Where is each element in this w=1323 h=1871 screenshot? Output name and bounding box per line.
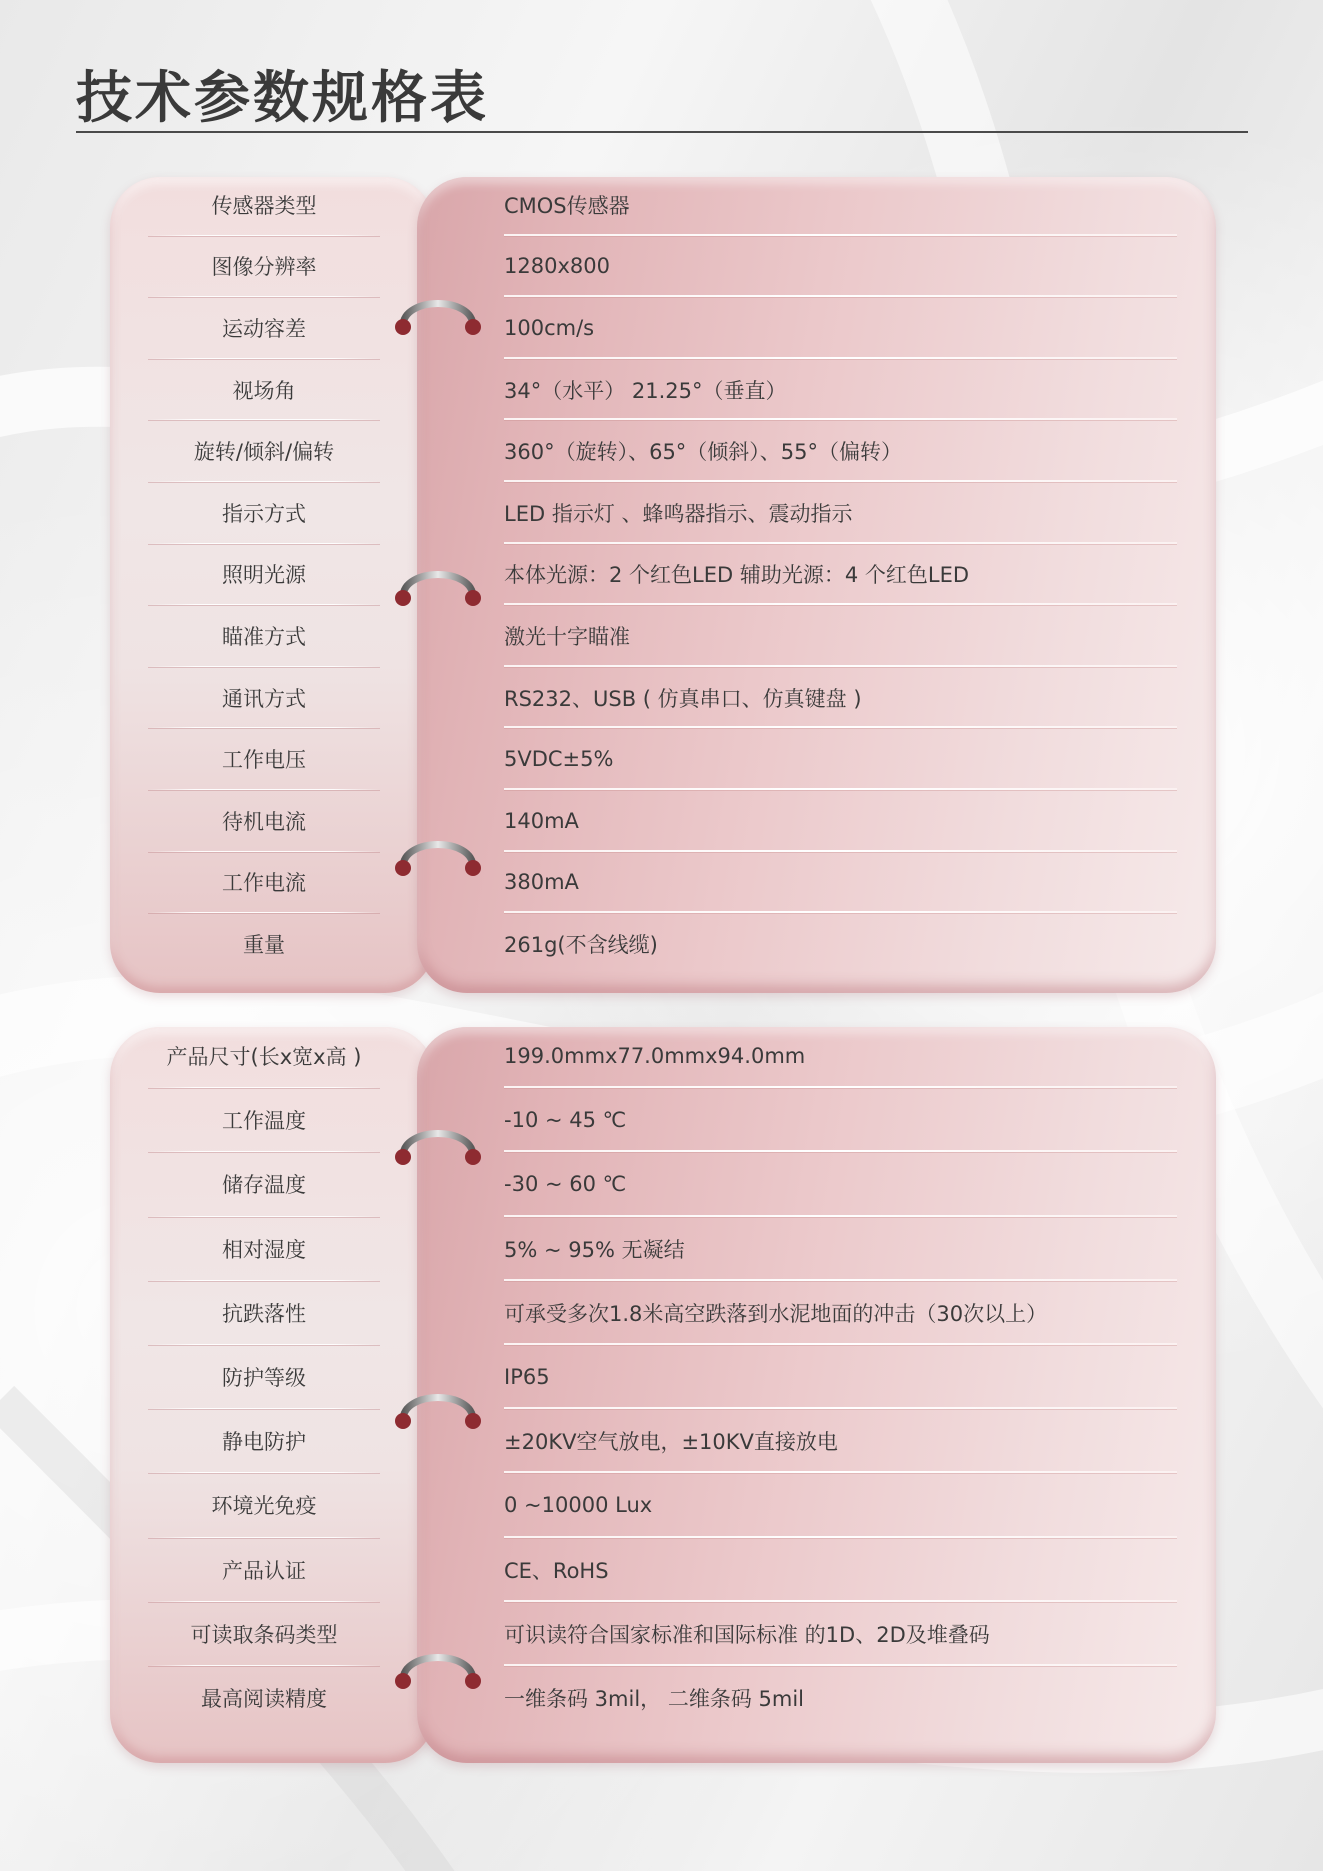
table-row	[110, 1666, 1216, 1730]
spec-value: CMOS传感器	[504, 193, 630, 218]
table-row	[110, 1602, 1216, 1666]
spec-value: -10 ~ 45 ℃	[504, 1108, 627, 1133]
spec-value: 一维条码 3mil， 二维条码 5mil	[504, 1687, 804, 1712]
spec-label: 待机电流	[222, 809, 306, 834]
table-row	[110, 482, 1216, 544]
spec-value: 199.0mmx77.0mmx94.0mm	[504, 1044, 806, 1069]
table-row	[110, 174, 1216, 236]
spec-value: 5% ~ 95% 无凝结	[504, 1237, 685, 1262]
spec-value: 本体光源：2 个红色LED 辅助光源：4 个红色LED	[504, 563, 970, 588]
spec-value: -30 ~ 60 ℃	[504, 1172, 627, 1197]
spec-label: 照明光源	[222, 563, 306, 588]
spec-label: 防护等级	[222, 1366, 306, 1391]
table-row	[110, 1217, 1216, 1281]
binder-ring-icon	[393, 831, 483, 877]
spec-label: 可读取条码类型	[190, 1622, 338, 1647]
spec-label: 重量	[243, 932, 285, 957]
table-row	[110, 1473, 1216, 1537]
table-row	[110, 852, 1216, 914]
binder-ring-icon	[393, 290, 483, 336]
spec-value: 261g(不含线缆)	[504, 932, 658, 957]
spec-value: 可承受多次1.8米高空跌落到水泥地面的冲击（30次以上）	[504, 1301, 1048, 1326]
spec-value: 140mA	[504, 808, 579, 833]
spec-value: 5VDC±5%	[504, 747, 614, 772]
spec-label: 工作温度	[222, 1109, 306, 1134]
table-row	[110, 297, 1216, 359]
table-row	[110, 667, 1216, 729]
spec-label: 图像分辨率	[211, 255, 317, 280]
table-row	[110, 1538, 1216, 1602]
table-row	[110, 1281, 1216, 1345]
spec-label: 瞄准方式	[222, 624, 306, 649]
spec-label: 静电防护	[222, 1430, 306, 1455]
spec-label: 运动容差	[222, 316, 306, 341]
spec-value: 0 ~10000 Lux	[504, 1493, 653, 1518]
table-row	[110, 236, 1216, 298]
spec-panel-2	[110, 1027, 1216, 1763]
spec-value: ±20KV空气放电，±10KV直接放电	[504, 1430, 838, 1455]
table-row	[110, 420, 1216, 482]
spec-value: 激光十字瞄准	[504, 624, 630, 649]
spec-label: 旋转/倾斜/偏转	[193, 440, 335, 465]
spec-label: 抗跌落性	[222, 1301, 306, 1326]
spec-value: 34°（水平） 21.25°（垂直）	[504, 378, 787, 403]
spec-value: RS232、USB ( 仿真串口、仿真键盘 )	[504, 686, 862, 711]
spec-label: 传感器类型	[211, 193, 317, 218]
spec-label: 产品认证	[222, 1558, 306, 1583]
binder-ring-icon	[393, 1120, 483, 1166]
spec-label: 储存温度	[222, 1173, 306, 1198]
table-row	[110, 1409, 1216, 1473]
table-row	[110, 1345, 1216, 1409]
spec-value: 360°（旋转）、65°（倾斜）、55°（偏转）	[504, 440, 903, 465]
table-row	[110, 1088, 1216, 1152]
spec-value: 可识读符合国家标准和国际标准 的1D、2D及堆叠码	[504, 1622, 990, 1647]
spec-value: CE、RoHS	[504, 1558, 609, 1583]
table-row	[110, 359, 1216, 421]
spec-panel-1	[110, 177, 1216, 993]
spec-label: 视场角	[232, 378, 296, 403]
table-row	[110, 1152, 1216, 1216]
spec-value: 380mA	[504, 870, 579, 895]
spec-label: 指示方式	[222, 501, 306, 526]
binder-ring-icon	[393, 561, 483, 607]
spec-label: 工作电流	[222, 871, 306, 896]
spec-label: 环境光免疫	[211, 1494, 317, 1519]
spec-label: 通讯方式	[222, 686, 306, 711]
table-row	[110, 605, 1216, 667]
table-row	[110, 1024, 1216, 1088]
binder-ring-icon	[393, 1644, 483, 1690]
spec-value: 1280x800	[504, 254, 610, 279]
spec-value: IP65	[504, 1365, 550, 1390]
spec-value: LED 指示灯 、蜂鸣器指示、震动指示	[504, 501, 853, 526]
spec-label: 相对湿度	[222, 1237, 306, 1262]
table-row	[110, 913, 1216, 975]
table-row	[110, 728, 1216, 790]
table-row	[110, 544, 1216, 606]
table-row	[110, 790, 1216, 852]
spec-label: 工作电压	[222, 748, 306, 773]
page-title: 技术参数规格表	[76, 66, 489, 131]
spec-label: 最高阅读精度	[201, 1687, 327, 1712]
spec-value: 100cm/s	[504, 315, 595, 340]
title-divider	[76, 131, 1248, 133]
binder-ring-icon	[393, 1384, 483, 1430]
spec-label: 产品尺寸(长x宽x高 )	[166, 1045, 362, 1070]
